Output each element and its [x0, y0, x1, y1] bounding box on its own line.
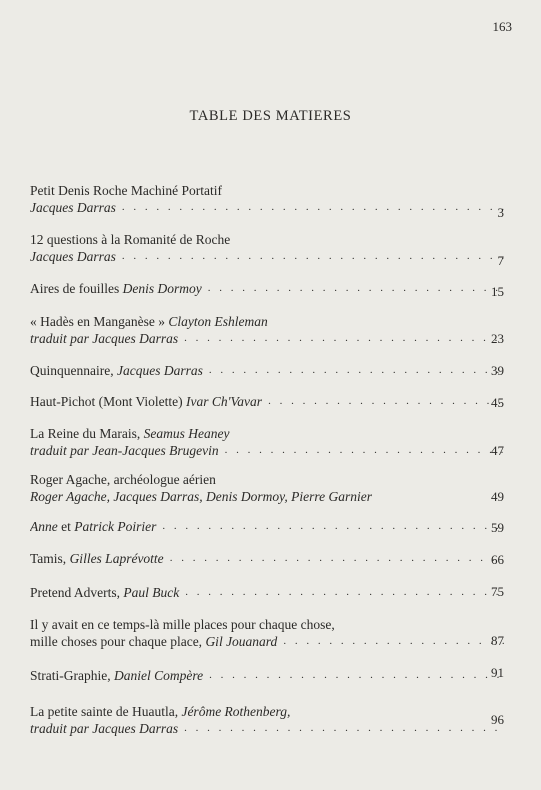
- entry-author: Gil Jouanard: [205, 634, 278, 649]
- entry-page: 39: [491, 363, 504, 378]
- leader-dots: [184, 720, 504, 737]
- toc-entry: [30, 393, 510, 410]
- leader-dots: [208, 280, 504, 297]
- entry-author: Jérôme Rothenberg,: [181, 704, 291, 719]
- entry-page: 59: [491, 520, 504, 535]
- toc-entry: [30, 231, 510, 268]
- leader-dots: [170, 550, 504, 567]
- entry-author: Anne: [30, 519, 58, 534]
- entry-author: Clayton Eshleman: [168, 314, 268, 329]
- toc-entry: [30, 471, 510, 505]
- entry-title: Roger Agache, archéologue aérien: [30, 472, 216, 487]
- entry-page: 47: [491, 443, 504, 458]
- entry-title: Aires de fouilles: [30, 281, 123, 296]
- entry-page: 23: [491, 331, 504, 346]
- toc-entry: [30, 616, 510, 650]
- toc-entry: [30, 182, 510, 220]
- entry-translator: traduit par Jacques Darras: [30, 331, 179, 346]
- entry-author: Jacques Darras: [30, 249, 116, 264]
- entry-page: 75: [491, 584, 504, 599]
- entry-author: Roger Agache, Jacques Darras, Denis Dormoy, Pierre Garnier: [30, 489, 372, 504]
- leader-dots: [209, 362, 504, 379]
- entry-page: 7: [497, 253, 504, 268]
- entry-title: Haut-Pichot (Mont Violette): [30, 394, 187, 409]
- entry-title: « Hadès en Manganèse »: [30, 314, 169, 329]
- entry-author: Daniel Compère: [113, 668, 204, 683]
- entry-page: 91: [491, 665, 504, 680]
- entry-page: 66: [491, 552, 504, 567]
- entry-author: Jacques Darras: [30, 200, 116, 215]
- toc-entry: [30, 280, 510, 297]
- entry-page: 49: [491, 489, 504, 504]
- entry-page: 96: [491, 712, 504, 727]
- entry-title: Pretend Adverts,: [30, 585, 124, 600]
- page-number: 163: [492, 19, 512, 34]
- entry-author: Paul Buck: [123, 585, 180, 600]
- entry-page: 45: [491, 395, 504, 410]
- entry-page: 15: [491, 284, 504, 299]
- toc-entry: [30, 584, 510, 601]
- toc-entry: [30, 425, 510, 459]
- entry-title: Il y avait en ce temps-là mille places pour chaque chose,: [30, 617, 335, 632]
- leader-dots: [162, 518, 504, 535]
- leader-dots: [209, 667, 504, 684]
- entry-author: Gilles Laprévotte: [69, 551, 164, 566]
- entry-author: Seamus Heaney: [143, 426, 230, 441]
- entry-title: La petite sainte de Huautla,: [30, 704, 182, 719]
- entry-title-cont: mille choses pour chaque place,: [30, 634, 206, 649]
- entry-title: Petit Denis Roche Machiné Portatif: [30, 183, 222, 198]
- entry-page: 87: [491, 633, 504, 648]
- entry-author: Ivar Ch'Vavar: [186, 394, 263, 409]
- leader-dots: [268, 393, 504, 410]
- page-title: TABLE DES MATIERES: [189, 108, 352, 124]
- entry-title: Tamis,: [30, 551, 70, 566]
- leader-dots: [185, 584, 504, 601]
- toc-entry: [30, 313, 510, 347]
- toc-entry: [30, 667, 510, 684]
- toc-entry: [30, 703, 510, 737]
- leader-dots: [122, 248, 504, 265]
- leader-dots: [225, 442, 504, 459]
- entry-title: Strati-Graphie,: [30, 668, 114, 683]
- toc-entry: [30, 362, 510, 379]
- entry-page: 3: [497, 205, 504, 220]
- entry-title: La Reine du Marais,: [30, 426, 144, 441]
- entry-author: Denis Dormoy: [122, 281, 202, 296]
- entry-translator: traduit par Jacques Darras: [30, 721, 179, 736]
- entry-conjunction: et: [57, 519, 75, 534]
- entry-author: Jacques Darras: [116, 363, 203, 378]
- entry-title: 12 questions à la Romanité de Roche: [30, 232, 231, 247]
- leader-dots: [283, 633, 504, 650]
- toc-entry: [30, 518, 510, 535]
- entry-author: Patrick Poirier: [74, 519, 157, 534]
- entry-title: Quinquennaire,: [30, 363, 117, 378]
- leader-dots: [184, 330, 504, 347]
- toc-entry: [30, 550, 510, 567]
- leader-dots: [122, 199, 504, 216]
- entry-translator: traduit par Jean-Jacques Brugevin: [30, 443, 219, 458]
